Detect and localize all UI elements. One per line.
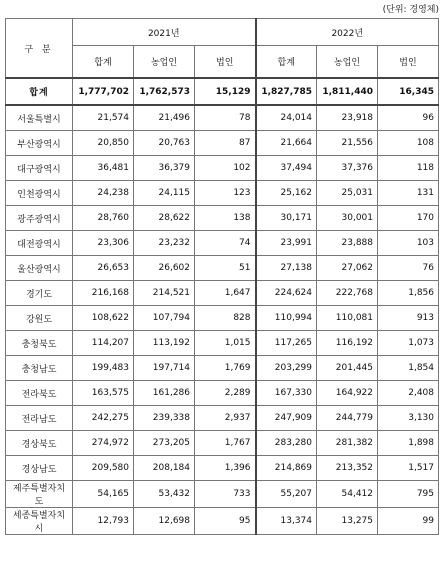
region-cell: 부산광역시 [6,131,73,156]
value-cell: 795 [378,481,439,508]
table-row [6,156,439,181]
table-row [6,105,439,131]
region-cell: 충청북도 [6,331,73,356]
value-cell: 95 [195,508,256,535]
value-cell: 15,129 [195,78,256,105]
region-cell: 경상남도 [6,456,73,481]
value-cell: 53,432 [134,481,195,508]
value-cell: 24,014 [256,105,317,131]
value-cell: 54,165 [73,481,134,508]
value-cell: 274,972 [73,431,134,456]
header-category: 구 분 [6,19,73,79]
value-cell: 27,138 [256,256,317,281]
value-cell: 36,379 [134,156,195,181]
table-row [6,256,439,281]
value-cell: 116,192 [317,331,378,356]
value-cell: 23,306 [73,231,134,256]
region-cell: 충청남도 [6,356,73,381]
value-cell: 30,001 [317,206,378,231]
value-cell: 281,382 [317,431,378,456]
value-cell: 131 [378,181,439,206]
header-corp-2021: 법인 [195,46,256,79]
value-cell: 54,412 [317,481,378,508]
header-farmer-2021: 농업인 [134,46,195,79]
value-cell: 12,698 [134,508,195,535]
value-cell: 107,794 [134,306,195,331]
value-cell: 103 [378,231,439,256]
value-cell: 108,622 [73,306,134,331]
value-cell: 87 [195,131,256,156]
region-cell: 대구광역시 [6,156,73,181]
value-cell: 733 [195,481,256,508]
value-cell: 36,481 [73,156,134,181]
value-cell: 1,827,785 [256,78,317,105]
value-cell: 21,556 [317,131,378,156]
region-cell: 울산광역시 [6,256,73,281]
table-row [6,481,439,508]
value-cell: 1,777,702 [73,78,134,105]
value-cell: 167,330 [256,381,317,406]
value-cell: 26,602 [134,256,195,281]
value-cell: 247,909 [256,406,317,431]
value-cell: 28,622 [134,206,195,231]
region-cell: 광주광역시 [6,206,73,231]
value-cell: 76 [378,256,439,281]
value-cell: 102 [195,156,256,181]
value-cell: 3,130 [378,406,439,431]
region-cell: 강원도 [6,306,73,331]
value-cell: 21,664 [256,131,317,156]
value-cell: 161,286 [134,381,195,406]
value-cell: 163,575 [73,381,134,406]
table-row [6,381,439,406]
value-cell: 51 [195,256,256,281]
value-cell: 21,574 [73,105,134,131]
value-cell: 28,760 [73,206,134,231]
header-year-2021: 2021년 [73,19,256,46]
value-cell: 27,062 [317,256,378,281]
table-row [6,456,439,481]
value-cell: 2,408 [378,381,439,406]
value-cell: 214,521 [134,281,195,306]
table-row [6,281,439,306]
value-cell: 170 [378,206,439,231]
value-cell: 1,073 [378,331,439,356]
value-cell: 37,376 [317,156,378,181]
value-cell: 26,653 [73,256,134,281]
value-cell: 23,918 [317,105,378,131]
value-cell: 224,624 [256,281,317,306]
region-cell: 전라남도 [6,406,73,431]
region-cell: 세종특별자치시 [6,508,73,535]
value-cell: 110,994 [256,306,317,331]
table-row [6,306,439,331]
table-row [6,331,439,356]
value-cell: 203,299 [256,356,317,381]
value-cell: 1,811,440 [317,78,378,105]
value-cell: 214,869 [256,456,317,481]
value-cell: 113,192 [134,331,195,356]
value-cell: 118 [378,156,439,181]
table-row [6,231,439,256]
value-cell: 164,922 [317,381,378,406]
value-cell: 209,580 [73,456,134,481]
region-cell: 경상북도 [6,431,73,456]
value-cell: 117,265 [256,331,317,356]
header-total-2022: 합계 [256,46,317,79]
value-cell: 13,374 [256,508,317,535]
region-cell: 경기도 [6,281,73,306]
value-cell: 197,714 [134,356,195,381]
value-cell: 1,762,573 [134,78,195,105]
header-total-2021: 합계 [73,46,134,79]
value-cell: 114,207 [73,331,134,356]
value-cell: 1,769 [195,356,256,381]
value-cell: 199,483 [73,356,134,381]
value-cell: 110,081 [317,306,378,331]
value-cell: 283,280 [256,431,317,456]
value-cell: 828 [195,306,256,331]
table-row [6,206,439,231]
region-cell: 서울특별시 [6,105,73,131]
value-cell: 123 [195,181,256,206]
region-cell: 인천광역시 [6,181,73,206]
value-cell: 1,767 [195,431,256,456]
value-cell: 201,445 [317,356,378,381]
value-cell: 78 [195,105,256,131]
value-cell: 99 [378,508,439,535]
value-cell: 55,207 [256,481,317,508]
unit-note: (단위: 경영체) [382,5,439,15]
value-cell: 1,898 [378,431,439,456]
header-year-2022: 2022년 [256,19,439,46]
total-row [6,78,439,105]
value-cell: 96 [378,105,439,131]
value-cell: 242,275 [73,406,134,431]
value-cell: 1,015 [195,331,256,356]
value-cell: 23,888 [317,231,378,256]
table-row [6,508,439,535]
value-cell: 37,494 [256,156,317,181]
region-cell: 제주특별자치도 [6,481,73,508]
value-cell: 74 [195,231,256,256]
value-cell: 208,184 [134,456,195,481]
value-cell: 12,793 [73,508,134,535]
value-cell: 913 [378,306,439,331]
table-row [6,131,439,156]
region-cell: 합계 [6,78,73,105]
value-cell: 244,779 [317,406,378,431]
value-cell: 30,171 [256,206,317,231]
value-cell: 23,232 [134,231,195,256]
value-cell: 1,396 [195,456,256,481]
value-cell: 24,238 [73,181,134,206]
value-cell: 222,768 [317,281,378,306]
value-cell: 2,289 [195,381,256,406]
farm-count-table [5,18,439,535]
value-cell: 108 [378,131,439,156]
value-cell: 213,352 [317,456,378,481]
value-cell: 23,991 [256,231,317,256]
value-cell: 20,850 [73,131,134,156]
table-row [6,431,439,456]
header-corp-2022: 법인 [378,46,439,79]
table-row [6,181,439,206]
value-cell: 2,937 [195,406,256,431]
value-cell: 25,162 [256,181,317,206]
value-cell: 216,168 [73,281,134,306]
value-cell: 1,854 [378,356,439,381]
value-cell: 24,115 [134,181,195,206]
value-cell: 138 [195,206,256,231]
value-cell: 13,275 [317,508,378,535]
region-cell: 대전광역시 [6,231,73,256]
value-cell: 1,647 [195,281,256,306]
value-cell: 16,345 [378,78,439,105]
region-cell: 전라북도 [6,381,73,406]
value-cell: 25,031 [317,181,378,206]
value-cell: 20,763 [134,131,195,156]
value-cell: 239,338 [134,406,195,431]
value-cell: 21,496 [134,105,195,131]
header-farmer-2022: 농업인 [317,46,378,79]
value-cell: 1,856 [378,281,439,306]
table-row [6,356,439,381]
value-cell: 1,517 [378,456,439,481]
value-cell: 273,205 [134,431,195,456]
table-row [6,406,439,431]
